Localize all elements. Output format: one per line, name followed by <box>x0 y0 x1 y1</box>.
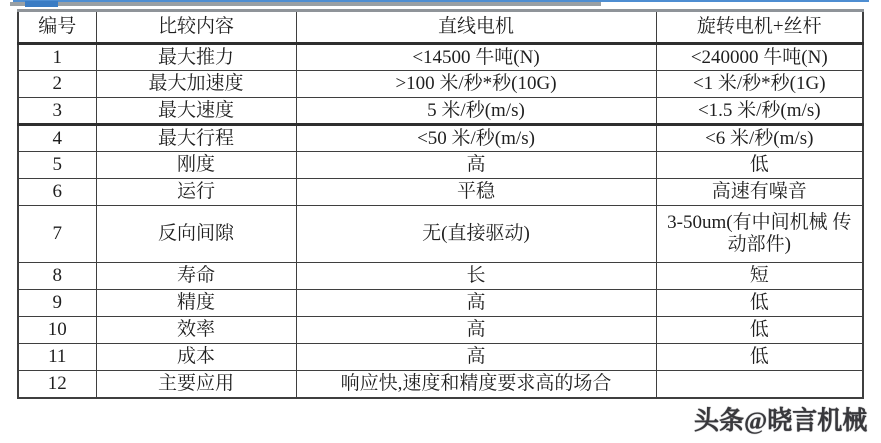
cell-linear: 高 <box>296 344 656 371</box>
cell-id: 2 <box>18 71 96 98</box>
cell-id: 4 <box>18 125 96 152</box>
comparison-table-body <box>18 44 863 398</box>
cell-linear: 平稳 <box>296 179 656 206</box>
cell-linear: 长 <box>296 263 656 290</box>
cell-rotary: 高速有噪音 <box>656 179 863 206</box>
cell-id: 5 <box>18 152 96 179</box>
cell-rotary: <6 米/秒(m/s) <box>656 125 863 152</box>
cell-id: 10 <box>18 317 96 344</box>
header-row <box>18 11 863 44</box>
cell-linear: 高 <box>296 152 656 179</box>
cell-item: 最大推力 <box>96 44 296 71</box>
cell-rotary: 低 <box>656 290 863 317</box>
cell-rotary: 3-50um(有中间机械 传动部件) <box>656 206 863 263</box>
cell-linear: 高 <box>296 317 656 344</box>
cell-id: 9 <box>18 290 96 317</box>
cell-linear: 5 米/秒(m/s) <box>296 98 656 125</box>
cell-linear: 无(直接驱动) <box>296 206 656 263</box>
cell-item: 最大行程 <box>96 125 296 152</box>
table-row <box>18 344 863 371</box>
cell-linear: >100 米/秒*秒(10G) <box>296 71 656 98</box>
table-row <box>18 44 863 71</box>
cell-rotary <box>656 371 863 398</box>
table-row <box>18 263 863 290</box>
motor-comparison-table <box>17 9 864 399</box>
cell-id: 3 <box>18 98 96 125</box>
cell-rotary: 短 <box>656 263 863 290</box>
cell-item: 成本 <box>96 344 296 371</box>
cell-linear: <14500 牛吨(N) <box>296 44 656 71</box>
cell-item: 最大速度 <box>96 98 296 125</box>
cell-rotary: <240000 牛吨(N) <box>656 44 863 71</box>
cell-rotary: 低 <box>656 317 863 344</box>
table-row <box>18 290 863 317</box>
table-row <box>18 152 863 179</box>
cell-item: 寿命 <box>96 263 296 290</box>
cell-id: 1 <box>18 44 96 71</box>
cell-id: 7 <box>18 206 96 263</box>
watermark: 头条@晓言机械 <box>694 407 868 436</box>
cell-item: 效率 <box>96 317 296 344</box>
column-header-linear: 直线电机 <box>296 11 656 44</box>
cell-item: 最大加速度 <box>96 71 296 98</box>
table-row <box>18 125 863 152</box>
cell-item: 刚度 <box>96 152 296 179</box>
cell-linear: 响应快,速度和精度要求高的场合 <box>296 371 656 398</box>
cell-linear: <50 米/秒(m/s) <box>296 125 656 152</box>
table-row <box>18 206 863 263</box>
cell-linear: 高 <box>296 290 656 317</box>
table-row <box>18 71 863 98</box>
cell-item: 精度 <box>96 290 296 317</box>
table-row <box>18 179 863 206</box>
column-header-number: 编号 <box>18 11 96 44</box>
cell-item: 主要应用 <box>96 371 296 398</box>
top-blue-highlight-fragment <box>25 1 58 7</box>
column-header-item: 比较内容 <box>96 11 296 44</box>
cell-id: 6 <box>18 179 96 206</box>
cell-id: 12 <box>18 371 96 398</box>
cell-item: 反向间隙 <box>96 206 296 263</box>
cell-rotary: 低 <box>656 152 863 179</box>
cell-item: 运行 <box>96 179 296 206</box>
table-row <box>18 98 863 125</box>
table-row <box>18 317 863 344</box>
cell-rotary: 低 <box>656 344 863 371</box>
cell-rotary: <1.5 米/秒(m/s) <box>656 98 863 125</box>
cell-id: 8 <box>18 263 96 290</box>
table-row <box>18 371 863 398</box>
top-gray-bar-fragment <box>10 2 601 6</box>
column-header-rotary: 旋转电机+丝杆 <box>656 11 863 44</box>
cell-id: 11 <box>18 344 96 371</box>
cell-rotary: <1 米/秒*秒(1G) <box>656 71 863 98</box>
